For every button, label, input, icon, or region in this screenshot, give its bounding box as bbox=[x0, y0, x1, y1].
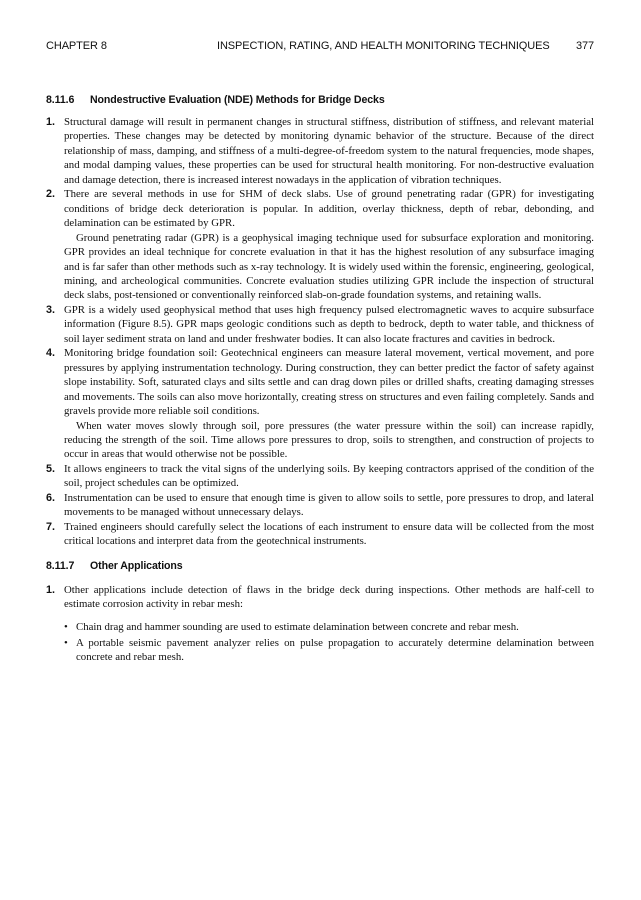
section-heading-8-11-7 bbox=[46, 559, 594, 573]
item-number: 5. bbox=[46, 462, 56, 475]
paragraph: Ground penetrating radar (GPR) is a geophysical imaging technique used for subsurface exploration and monitoring. GPR provides an ideal technique for concrete evaluation in that it has the highest resolution of any subsurface imaging and is far safer than other methods such as x-ray technology. It is widely used within the forensic, engineering, geological, mining, and archeological communities. Concrete evaluation studies utilizing GPR include the inspection of structural deck slabs, post-tensioned or conventionally reinforced slab-on-grade foundation systems, and retaining walls. bbox=[64, 231, 594, 302]
paragraph: Other applications include detection of flaws in the bridge deck during inspections. Other methods are half-cell to estimate corrosion activity in rebar mesh: bbox=[64, 583, 594, 611]
bullet-icon: • bbox=[64, 620, 68, 633]
item-number: 3. bbox=[46, 303, 56, 316]
section-title: Other Applications bbox=[90, 559, 183, 572]
numbered-item bbox=[46, 187, 594, 303]
item-number: 7. bbox=[46, 520, 56, 533]
paragraph: There are several methods in use for SHM of deck slabs. Use of ground penetrating radar (GPR) for investigating conditions of bridge deck deterioration is popular. In addition, overlay thickness, depth of rebar, debonding, and delamination can be estimated by GPR. bbox=[64, 188, 594, 230]
section-heading-8-11-6 bbox=[46, 93, 594, 107]
section-number: 8.11.7 bbox=[46, 559, 75, 572]
bullet-item bbox=[64, 620, 594, 634]
paragraph: It allows engineers to track the vital signs of the underlying soils. By keeping contractors apprised of the condition of the soil, project schedules can be optimized. bbox=[64, 462, 594, 490]
bullet-text: Chain drag and hammer sounding are used to estimate delamination between concrete and rebar mesh. bbox=[76, 620, 519, 633]
item-number: 4. bbox=[46, 347, 56, 360]
paragraph: Instrumentation can be used to ensure that enough time is given to allow soils to settle, pore pressures to drop, and lateral movements to be managed without unnecessary delays. bbox=[64, 491, 594, 519]
section-number: 8.11.6 bbox=[46, 94, 75, 106]
numbered-item bbox=[46, 115, 594, 187]
item-number: 2. bbox=[46, 188, 56, 201]
numbered-item bbox=[46, 346, 594, 462]
numbered-item bbox=[46, 583, 594, 665]
page-body bbox=[46, 93, 594, 667]
chapter-label: CHAPTER 8 bbox=[46, 40, 107, 52]
paragraph: Trained engineers should carefully select the locations of each instrument to ensure data will be collected from the most critical locations and interpret data from the geotechnical instruments. bbox=[64, 520, 594, 548]
numbered-item bbox=[46, 303, 594, 346]
paragraph: When water moves slowly through soil, pore pressures (the water pressure within the soil) can increase rapidly, reducing the strength of the soil. Time allows pore pressures to drop, soils to strengthen, and construction of projects to occur in areas that would otherwise not be possible. bbox=[64, 419, 594, 461]
paragraph: GPR is a widely used geophysical method that uses high frequency pulsed electromagnetic waves to acquire subsurface information (Figure 8.5). GPR maps geologic conditions such as depth to bedrock, depth to water table, and thickness of soil layer sediment strata on land and under freshwater bodies. It can also locate fractures and cavities in bedrock. bbox=[64, 303, 594, 345]
running-title: INSPECTION, RATING, AND HEALTH MONITORING TECHNIQUES bbox=[217, 40, 550, 52]
page-number: 377 bbox=[575, 40, 594, 52]
bullet-list bbox=[64, 620, 594, 665]
bullet-item bbox=[64, 636, 594, 665]
item-number: 6. bbox=[46, 491, 56, 504]
item-number: 1. bbox=[46, 116, 56, 128]
paragraph: Monitoring bridge foundation soil: Geotechnical engineers can measure lateral movement, vertical movement, and pore pressures by applying instrumentation technology. During construction, they can better predict the factor of safety against slope instability. Soft, saturated clays and silts settle and can drag down piles or drilled shafts, creating damaging stresses and movements. The soils can also move horizontally, creating stress on structures and even failing completely. Sands and gravels provide more reliable soil conditions. bbox=[64, 347, 594, 418]
numbered-item bbox=[46, 491, 594, 520]
bullet-text: A portable seismic pavement analyzer relies on pulse propagation to accurately determine delamination between concrete and rebar mesh. bbox=[76, 636, 594, 664]
numbered-item bbox=[46, 462, 594, 491]
section-title: Nondestructive Evaluation (NDE) Methods for Bridge Decks bbox=[90, 94, 385, 106]
item-number: 1. bbox=[46, 583, 56, 596]
paragraph: Structural damage will result in permanent changes in structural stiffness, distribution of stiffness, and relevant material properties. These changes may be detected by monitoring dynamic behavior of the structure. Because of the direct relationship of mass, damping, and stiffness of a multi-degree-of-freedom system to the natural frequencies, mode shapes, and modal damping values, these properties can be used for structural health monitoring. For non-destructive evaluation and damage detection, there is increased interest nowadays in the application of vibration techniques. bbox=[64, 116, 594, 186]
numbered-item bbox=[46, 520, 594, 549]
bullet-icon: • bbox=[64, 636, 68, 649]
